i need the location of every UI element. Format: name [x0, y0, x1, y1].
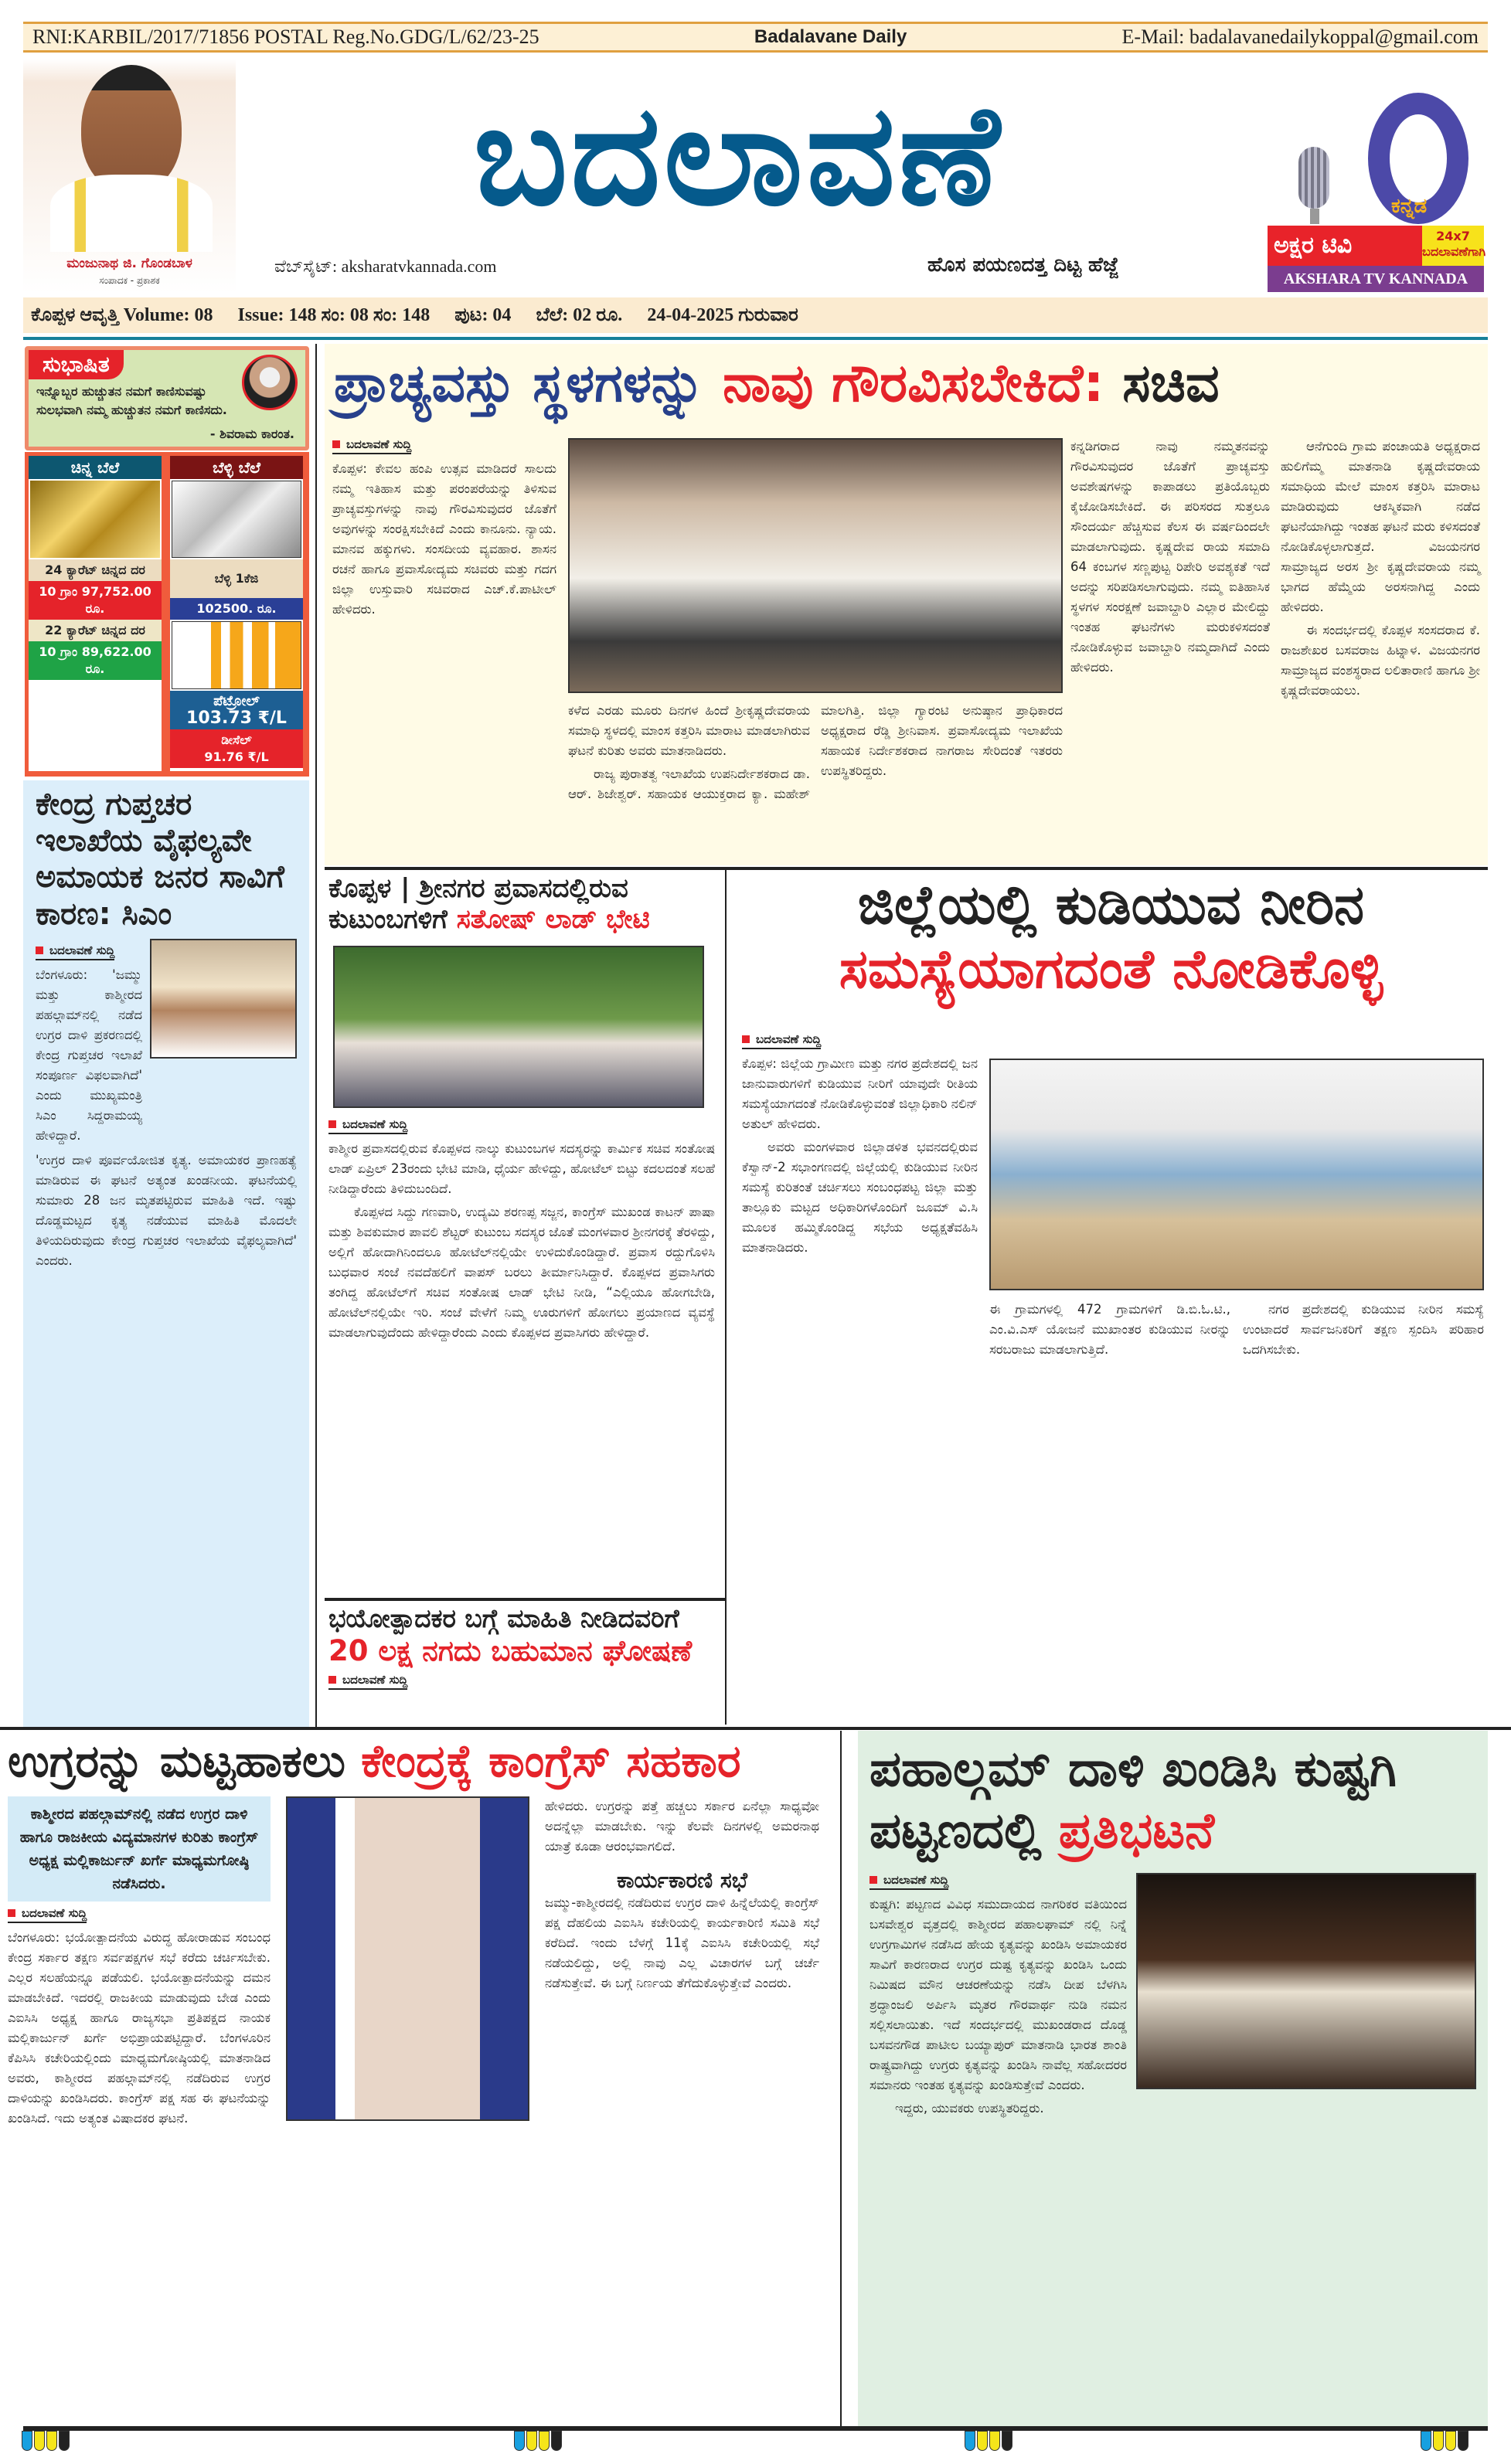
silver-value: 102500. ರೂ. — [170, 598, 303, 620]
page-count: ಪುಟ: 04 — [454, 304, 512, 325]
kharge-photo — [286, 1796, 529, 2121]
byline: ಬದಲಾವಣೆ ಸುದ್ದಿ — [8, 1906, 87, 1923]
byline: ಬದಲಾವಣೆ ಸುದ್ದಿ — [742, 1032, 821, 1049]
divider — [325, 867, 1488, 870]
water-body — [742, 1054, 978, 1258]
website-link[interactable]: ವೆಬ್‌ಸೈಟ್: aksharatvkannada.com — [274, 257, 497, 276]
headline-part: ಉಗ್ರರನ್ನು ಮಟ್ಟಹಾಕಲು — [8, 1735, 345, 1787]
paragraph: ಈ ಗ್ರಾಮಗಳಲ್ಲಿ 472 ಗ್ರಾಮಗಳಿಗೆ ಡಿ.ಬಿ.ಓ.ಟಿ., ಎಂ.ವಿ.ಎಸ್ ಯೋಜನೆ ಮುಖಾಂತರ ಕುಡಿಯುವ ನೀರನ್ನು ಸರಬರಾಜು ಮಾಡಲಾಗುತ್ತಿದೆ. — [989, 1302, 1230, 1357]
diesel-label: ಡೀಸೆಲ್ — [221, 732, 252, 747]
kushtagi-story — [858, 1731, 1488, 2426]
gold-22k-value: 10 ಗ್ರಾಂ 89,622.00 ರೂ. — [29, 641, 162, 680]
divider — [325, 1598, 725, 1601]
registration-marks — [22, 2431, 70, 2451]
cm-body — [36, 965, 142, 1146]
headline-part: ಪ್ರಾಚ್ಯವಸ್ತು ಸ್ಥಳಗಳನ್ನು — [334, 353, 705, 414]
cm-photo — [150, 939, 297, 1059]
edition: ಕೊಪ್ಪಳ ಆವೃತ್ತಿ Volume: 08 — [31, 304, 213, 325]
contact-email: E-Mail: badalavanedailykoppal@gmail.com — [1121, 25, 1479, 48]
paragraph: ಬೆಂಗಳೂರು: ಭಯೋತ್ಪಾದನೆಯ ವಿರುದ್ಧ ಹೋರಾಡುವ ಸಂಬಂಧ ಕೇಂದ್ರ ಸರ್ಕಾರ ತಕ್ಷಣ ಸರ್ವಪಕ್ಷಗಳ ಸಭೆ ಕರೆದು ಚರ್ಚಿಸಬೇಕು. ಎಲ್ಲರ ಸಲಹೆಯನ್ನೂ ಪಡೆಯಲಿ. ಭಯೋತ್ಪಾದನೆಯನ್ನು ದಮನ ಮಾಡಬೇಕಿದೆ. ಇದರಲ್ಲಿ ರಾಜಕೀಯ ಮಾಡುವುದು ಬೇಡ ಎಂದು ಎಐಸಿಸಿ ಅಧ್ಯಕ್ಷ ಹಾಗೂ ರಾಜ್ಯಸಭಾ ಪ್ರತಿಪಕ್ಷದ ನಾಯಕ ಮಲ್ಲಿಕಾರ್ಜುನ್ ಖರ್ಗೆ ಅಭಿಪ್ರಾಯಪಟ್ಟಿದ್ದಾರೆ. ಬೆಂಗಳೂರಿನ ಕೆಪಿಸಿಸಿ ಕಚೇರಿಯಲ್ಲಿಂದು ಮಾಧ್ಯಮಗೋಷ್ಠಿಯಲ್ಲಿ ಮಾತನಾಡಿದ ಅವರು, ಕಾಶ್ಮೀರದ ಪಹಲ್ಗಾಮ್‌ನಲ್ಲಿ ನಡೆದಿರುವ ಉಗ್ರರ ದಾಳಿಯನ್ನು ಖಂಡಿಸಿದರು. ಕಾಂಗ್ರೆಸ್ ಪಕ್ಷ ಸಹ ಈ ಘಟನೆಯನ್ನು ಖಂಡಿಸಿದೆ. ಇದು ಅತ್ಯಂತ ವಿಷಾದಕರ ಘಟನೆ. — [8, 1930, 271, 2126]
column-divider — [840, 1731, 842, 2426]
diesel-value: 91.76 ₹/L — [204, 749, 269, 764]
kharge-body — [8, 1928, 271, 2129]
tv-logo-band — [1268, 226, 1484, 266]
meeting-body — [545, 1893, 819, 1993]
water-headline-line2: ಸಮಸ್ಯೆಯಾಗದಂತೆ ನೋಡಿಕೊಳ್ಳಿ — [839, 936, 1383, 1001]
subhashita-box — [25, 346, 309, 450]
petrol-price — [170, 691, 303, 729]
kushtagi-headline — [870, 1738, 1476, 1862]
diesel-price — [170, 729, 303, 768]
silver-header: ಬೆಳ್ಳಿ ಬೆಲೆ — [170, 456, 303, 479]
tv-logo-band-text: ಅಕ್ಷರ ಟಿವಿ — [1274, 232, 1353, 259]
top-body-col1 — [332, 459, 556, 620]
cm-headline: ಕೇಂದ್ರ ಗುಪ್ತಚರ ಇಲಾಖೆಯ ವೈಫಲ್ಯವೇ ಅಮಾಯಕ ಜನರ ಸಾವಿಗೆ ಕಾರಣ: ಸಿಎಂ — [36, 787, 284, 932]
newspaper-title: ಬದಲಾವಣೆ — [473, 75, 1003, 236]
gold-24k-label: 24 ಕ್ಯಾರೆಟ್ ಚಿನ್ನದ ದರ — [29, 559, 162, 581]
divider — [0, 1727, 1511, 1730]
minister-press-photo — [568, 438, 1063, 693]
subhashita-tag: ಸುಭಾಷಿತ — [29, 350, 124, 379]
byline: ಬದಲಾವಣೆ ಸುದ್ದಿ — [36, 943, 114, 960]
editor-photo — [23, 59, 236, 294]
lad-body — [328, 1139, 715, 1343]
issue-info-bar — [23, 297, 1488, 333]
kharge-headline — [8, 1735, 835, 1787]
byline: ಬದಲಾವಣೆ ಸುದ್ದಿ — [328, 1117, 407, 1134]
paragraph: ಜಮ್ಮು-ಕಾಶ್ಮೀರದಲ್ಲಿ ನಡೆದಿರುವ ಉಗ್ರರ ದಾಳಿ ಹಿನ್ನೆಲೆಯಲ್ಲಿ ಕಾಂಗ್ರೆಸ್ ಪಕ್ಷ ದೆಹಲಿಯ ಎಐಸಿಸಿ ಕಚೇರಿಯಲ್ಲಿ ಕಾರ್ಯಕಾರಿಣಿ ಸಮಿತಿ ಸಭೆ ಕರೆದಿದೆ. ಇಂದು ಬೆಳಗ್ಗೆ 11ಕ್ಕೆ ಎಐಸಿಸಿ ಕಚೇರಿಯಲ್ಲಿ ಸಭೆ ನಡೆಯಲಿದ್ದು, ಅಲ್ಲಿ ನಾವು ಎಲ್ಲ ವಿಚಾರಗಳ ಬಗ್ಗೆ ಚರ್ಚೆ ನಡೆಸುತ್ತೇವೆ. ಈ ಬಗ್ಗೆ ನಿರ್ಣಯ ತೆಗೆದುಕೊಳ್ಳುತ್ತೇವೆ ಎಂದರು. — [545, 1895, 819, 1991]
top-story — [325, 344, 1488, 865]
reward-story — [328, 1604, 715, 1694]
kharge-summary: ಕಾಶ್ಮೀರದ ಪಹಲ್ಗಾಮ್‌ನಲ್ಲಿ ನಡೆದ ಉಗ್ರರ ದಾಳಿ ಹಾಗೂ ರಾಜಕೀಯ ವಿದ್ಯಮಾನಗಳ ಕುರಿತು ಕಾಂಗ್ರೆಸ್ ಅಧ್ಯಕ್ಷ ಮಲ್ಲಿಕಾರ್ಜುನ್ ಖರ್ಗೆ ಮಾಧ್ಯಮಗೋಷ್ಠಿ ನಡೆಸಿದರು. — [8, 1796, 271, 1902]
headline-part: ಪಹಾಲ್ಗಮ್ ದಾಳಿ ಖಂಡಿಸಿ ಕುಷ್ಟಗಿ ಪಟ್ಟಣದಲ್ಲಿ — [870, 1741, 1397, 1860]
paragraph: ಇದ್ದರು, ಯುವಕರು ಉಪಸ್ಥಿತರಿದ್ದರು. — [895, 2101, 1044, 2116]
silver-bars-image — [172, 481, 301, 558]
tv-logo-name: AKSHARA TV KANNADA — [1268, 266, 1484, 292]
executive-meeting-subhead: ಕಾರ್ಯಕಾರಣಿ ಸಭೆ — [617, 1868, 747, 1894]
paragraph: ಅವರು ಮಂಗಳವಾರ ಜಿಲ್ಲಾಡಳಿತ ಭವನದಲ್ಲಿರುವ ಕೆಸ್ವಾನ್-2 ಸಭಾಂಗಣದಲ್ಲಿ ಜಿಲ್ಲೆಯಲ್ಲಿ ಕುಡಿಯುವ ನೀರಿನ ಸಮಸ್ಯೆ ಕುರಿತಂತೆ ಚರ್ಚಿಸಲು ಸಂಬಂಧಪಟ್ಟ ಜಿಲ್ಲಾ ಮತ್ತು ತಾಲ್ಲೂಕು ಮಟ್ಟದ ಅಧಿಕಾರಿಗಳೊಂದಿಗೆ ಜೂಮ್ ವಿ.ಸಿ ಮೂಲಕ ಹಮ್ಮಿಕೊಂಡಿದ್ದ ಸಭೆಯ ಅಧ್ಯಕ್ಷತೆವಹಿಸಿ ಮಾತನಾಡಿದರು. — [742, 1140, 978, 1255]
paper-english-name: Badalavane Daily — [754, 26, 907, 47]
headline-part: ಸಚಿವ — [1122, 353, 1220, 414]
gold-22k-label: 22 ಕ್ಯಾರೆಟ್ ಚಿನ್ನದ ದರ — [29, 620, 162, 641]
lad-story — [328, 873, 715, 1343]
protest-candle-photo — [1136, 1873, 1476, 2089]
registration-marks — [965, 2431, 1012, 2451]
reward-headline-line2: 20 ಲಕ್ಷ ನಗದು ಬಹುಮಾನ ಘೋಷಣೆ — [328, 1633, 693, 1667]
water-body-continued — [989, 1300, 1484, 1361]
paragraph: ಕನ್ನಡಿಗರಾದ ನಾವು ನಮ್ಮತನವನ್ನು ಗೌರವಿಸುವುದರ ಜೊತೆಗೆ ಪ್ರಾಚ್ಯವಸ್ತು ಅವಶೇಷಗಳನ್ನು ಕಾಪಾಡಲು ಪ್ರತಿಯೊಬ್ಬರು ಕೈಜೋಡಿಸಬೇಕಿದೆ. ಈ ಪರಿಸರದ ಸುತ್ತಲೂ ಸೌಂದರ್ಯ ಹೆಚ್ಚಿಸುವ ಕೆಲಸ ಈ ವರ್ಷದಿಂದಲೇ ಮಾಡಲಾಗುವುದು. ಕೃಷ್ಣದೇವ ರಾಯ ಸಮಾದಿ 64 ಕಂಬಗಳ ಸಣ್ಣಪುಟ್ಟ ರಿಪೇರಿ ಅವಶ್ಯಕತೆ ಇದೆ ಅದನ್ನು ಸರಿಪಡಿಸಲಾಗುವುದು. ನಮ್ಮ ಐತಿಹಾಸಿಕ ಸ್ಥಳಗಳ ಸಂರಕ್ಷಣೆ ಜವಾಬ್ದಾರಿ ಎಲ್ಲಾರ ಮೇಲಿದ್ದು ಇಂತಹ ಘಟನೆಗಳು ಮರುಕಳಿಸದಂತೆ ನೋಡಿಕೊಳ್ಳುವ ಜವಾಬ್ದಾರಿ ನಮ್ಮದಾಗಿದೆ ಎಂದು ಹೇಳಿದರು. — [1070, 439, 1270, 675]
headline-part: ನಾವು ಗೌರವಿಸಬೇಕಿದೆ: — [723, 353, 1104, 414]
column-divider — [725, 867, 727, 1725]
registration-bar — [23, 22, 1488, 53]
rni-number: RNI:KARBIL/2017/71856 POSTAL Reg.No.GDG/L/62/23-25 — [32, 25, 539, 48]
author-avatar — [242, 355, 298, 410]
gold-price-column — [29, 456, 162, 771]
paragraph: ಬೆಂಗಳೂರು: 'ಜಮ್ಮು ಮತ್ತು ಕಾಶ್ಮೀರದ ಪಹಲ್ಗಾಮ್‌ನಲ್ಲಿ ನಡೆದ ಉಗ್ರರ ದಾಳಿ ಪ್ರಕರಣದಲ್ಲಿ ಕೇಂದ್ರ ಗುಪ್ತಚರ ಇಲಾಖೆ ಸಂಪೂರ್ಣ ವಿಫಲವಾಗಿದೆ' ಎಂದು ಮುಖ್ಯಮಂತ್ರಿ ಸಿಎಂ ಸಿದ್ದರಾಮಯ್ಯ ಹೇಳಿದ್ದಾರೆ. — [36, 967, 142, 1143]
paragraph: ಹೇಳಿದರು. ಉಗ್ರರನ್ನು ಪತ್ತೆ ಹಚ್ಚಲು ಸರ್ಕಾರ ಏನೆಲ್ಲಾ ಸಾಧ್ಯವೋ ಅದನ್ನೆಲ್ಲಾ ಮಾಡಬೇಕು. ಇನ್ನು ಕೆಲವೇ ದಿನಗಳಲ್ಲಿ ಅಮರನಾಥ ಯಾತ್ರೆ ಕೂಡಾ ಆರಂಭವಾಗಲಿದೆ. — [545, 1799, 819, 1854]
editor-role: ಸಂಪಾದಕ - ಪ್ರಕಾಶಕ — [99, 275, 160, 286]
fuel-pump-icon — [172, 621, 301, 689]
tagline: ಹೊಸ ಪಯಣದತ್ತ ದಿಟ್ಟ ಹೆಜ್ಜೆ — [927, 253, 1119, 277]
tv-logo-kannada: ಕನ್ನಡ — [1391, 195, 1428, 218]
reward-headline-line1: ಭಯೋತ್ಪಾದಕರ ಬಗ್ಗೆ ಮಾಹಿತಿ ನೀಡಿದವರಿಗೆ — [328, 1603, 679, 1633]
meeting-photo — [989, 1059, 1484, 1290]
footer-rule — [23, 2426, 1488, 2431]
headline-part: ಕೇಂದ್ರಕ್ಕೆ ಕಾಂಗ್ರೆಸ್ ಸಹಕಾರ — [361, 1735, 741, 1787]
silver-fuel-column — [170, 456, 303, 771]
petrol-value: 103.73 ₹/L — [186, 709, 287, 728]
gold-24k-value: 10 ಗ್ರಾಂ 97,752.00 ರೂ. — [29, 581, 162, 620]
price-box — [25, 452, 309, 777]
registration-marks — [514, 2431, 562, 2451]
byline: ಬದಲಾವಣೆ ಸುದ್ದಿ — [328, 1673, 407, 1690]
headline-part: ಪ್ರತಿಭಟನೆ — [1058, 1803, 1215, 1860]
quote-author: - ಶಿವರಾಮ ಕಾರಂತ. — [209, 427, 294, 441]
kharge-body-col3 — [545, 1796, 819, 1857]
cm-story — [23, 780, 309, 1727]
microphone-icon — [1298, 147, 1329, 209]
paragraph: ಆನೆಗುಂದಿ ಗ್ರಾಮ ಪಂಚಾಯತಿ ಅಧ್ಯಕ್ಷರಾದ ಹುಲಿಗೆಮ್ಮ ಮಾತನಾಡಿ ಕೃಷ್ಣದೇವರಾಯ ಸಮಾಧಿಯ ಮೇಲೆ ಮಾಂಸ ಕತ್ತರಿಸಿ ಮಾರಾಟ ಮಾಡಿರುವುದು ಆಕಸ್ಮಿಕವಾಗಿ ನಡೆದ ಘಟನೆಯಾಗಿದ್ದು ಇಂತಹ ಘಟನೆ ಮರು ಕಳಿಸದಂತೆ ನೋಡಿಕೊಳ್ಳಲಾಗುತ್ತದೆ. ವಿಜಯನಗರ ಸಾಮ್ರಾಜ್ಯದ ಅರಸ ಶ್ರೀ ಕೃಷ್ಣದೇವರಾಯ ನಮ್ಮ ಭಾಗದ ಹೆಮ್ಮೆಯ ಅರಸನಾಗಿದ್ದ ಎಂದು ಹೇಳಿದರು. — [1281, 439, 1480, 614]
byline: ಬದಲಾವಣೆ ಸುದ್ದಿ — [870, 1873, 948, 1890]
date: 24-04-2025 ಗುರುವಾರ — [647, 304, 798, 325]
registration-marks — [1421, 2431, 1468, 2451]
akshara-tv-logo — [1268, 77, 1484, 294]
quote-text: ಇನ್ನೊಬ್ಬರ ಹುಚ್ಚುತನ ನಮಗೆ ಕಾಣಿಸುವಷ್ಟು ಸುಲಭವಾಗಿ ನಮ್ಮ ಹುಚ್ಚುತನ ನಮಗೆ ಕಾಣಿಸದು. — [36, 384, 227, 417]
headline-part: ಕೊಪ್ಪಳ | ಶ್ರೀನಗರ ಪ್ರವಾಸದಲ್ಲಿರುವ ಕುಟುಂಬಗಳಿಗೆ — [328, 873, 628, 936]
water-headline-line1: ಜಿಲ್ಲೆಯಲ್ಲಿ ಕುಡಿಯುವ ನೀರಿನ — [857, 873, 1365, 936]
issue-number: Issue: 148 ಸಂ: 08 ಸಂ: 148 — [237, 304, 430, 325]
price: ಬೆಲೆ: 02 ರೂ. — [536, 304, 623, 325]
water-story — [734, 873, 1488, 1723]
paragraph: ಈ ಸಂದರ್ಭದಲ್ಲಿ ಕೊಪ್ಪಳ ಸಂಸದರಾದ ಕೆ. ರಾಜಶೇಖರ ಬಸವರಾಜ ಹಿಟ್ನಾಳ. ವಿಜಯನಗರ ಸಾಮ್ರಾಜ್ಯದ ವಂಶಸ್ಥರಾದ ಲಲಿತಾರಾಣಿ ಹಾಗೂ ಶ್ರೀ ಕೃಷ್ಣದೇವರಾಯಲು. — [1281, 623, 1480, 698]
paragraph: ಕಳೆದ ಎರಡು ಮೂರು ದಿನಗಳ ಹಿಂದೆ ಶ್ರೀಕೃಷ್ಣದೇವರಾಯ ಸಮಾಧಿ ಸ್ಥಳದಲ್ಲಿ ಮಾಂಸ ಕತ್ತರಿಸಿ ಮಾರಾಟ ಮಾಡಲಾಗಿರುವ ಘಟನೆ ಕುರಿತು ಅವರು ಮಾತನಾಡಿದರು. — [568, 703, 810, 758]
paragraph: ಕುಷ್ಟಗಿ: ಪಟ್ಟಣದ ವಿವಿಧ ಸಮುದಾಯದ ನಾಗರಿಕರ ವತಿಯಿಂದ ಬಸವೇಶ್ವರ ವೃತ್ತದಲ್ಲಿ ಕಾಶ್ಮೀರದ ಪಹಾಲಘಾಮ್ ನಲ್ಲಿ ನಿನ್ನೆ ಉಗ್ರಗಾಮಿಗಳ ನಡೆಸಿದ ಹೇಯ ಕೃತ್ಯವನ್ನು ಖಂಡಿಸಿ ಅಮಾಯಕರ ಸಾವಿಗೆ ಕಾರಣರಾದ ಉಗ್ರರ ದುಷ್ಟ ಕೃತ್ಯವನ್ನು ಖಂಡಿಸಿ ಒಂದು ನಿಮಿಷದ ಮೌನ ಆಚರಣೆಯನ್ನು ನಡೆಸಿ ದೀಪ ಬೆಳಗಿಸಿ ಶ್ರದ್ಧಾಂಜಲಿ ಅರ್ಪಿಸಿ ಮೃತರ ಗೌರವಾರ್ಥ ನುಡಿ ನಮನ ಸಲ್ಲಿಸಲಾಯಿತು. ಇದೆ ಸಂದರ್ಭದಲ್ಲಿ ಮುಖಂಡರಾದ ದೊಡ್ಡ ಬಸವನಗೌಡ ಪಾಟೀಲ ಬಯ್ಯಾಪುರ್ ಮಾತನಾಡಿ ಭಾರತ ಶಾಂತಿ ರಾಷ್ಟ್ರವಾಗಿದ್ದು ಉಗ್ರರು ಕೃತ್ಯವನ್ನು ಖಂಡಿಸಿ ನಾವೆಲ್ಲ ಸಹೋದರರ ಸಮಾನರು ಇಂತಹ ಕೃತ್ಯವನ್ನು ಖಂಡಿಸುತ್ತೇವೆ ಎಂದರು. — [870, 1897, 1127, 2092]
top-headline — [334, 353, 1220, 415]
gold-header: ಚಿನ್ನ ಬೆಲೆ — [29, 456, 162, 479]
paragraph: ಕೊಪ್ಪಳ: ಕೇವಲ ಹಂಪಿ ಉತ್ಸವ ಮಾಡಿದರೆ ಸಾಲದು ನಮ್ಮ ಇತಿಹಾಸ ಮತ್ತು ಪರಂಪರೆಯನ್ನು ತಿಳಿಸುವ ಪ್ರಾಚ್ಯವಸ್ತುಗಳನ್ನು ನಾವು ಗೌರವಿಸುವುದರ ಜೊತೆಗೆ ಅವುಗಳನ್ನು ಸಂರಕ್ಷಿಸಬೇಕಿದೆ ಎಂದು ಕಾನೂನು. ನ್ಯಾಯ. ಮಾನವ ಹಕ್ಕುಗಳು. ಸಂಸದೀಯ ವ್ಯವಹಾರ. ಶಾಸನ ರಚನೆ ಹಾಗೂ ಪ್ರವಾಸೋದ್ಯಮ ಸಚಿವರು ಮತ್ತು ಗದಗ ಜಿಲ್ಲಾ ಉಸ್ತುವಾರಿ ಸಚಿವರಾದ ಎಚ್.ಕೆ.ಪಾಟೀಲ್ ಹೇಳಿದರು. — [332, 461, 556, 617]
family-group-photo — [333, 946, 704, 1108]
kharge-story — [8, 1735, 835, 2129]
divider — [23, 337, 1488, 340]
headline-part: ಸತೋಷ್ ಲಾಡ್ ಭೇಟಿ — [456, 904, 650, 936]
top-body-under-photo — [568, 701, 1063, 804]
paragraph: ಕೊಪ್ಪಳದ ಸಿದ್ದು ಗಣವಾರಿ, ಉದ್ಯಮಿ ಶರಣಪ್ಪ ಸಜ್ಜನ, ಕಾಂಗ್ರೆಸ್ ಮುಖಂಡ ಕಾಟನ್ ಪಾಷಾ ಮತ್ತು ಶಿವಕುಮಾರ ಪಾವಲಿ ಶೆಟ್ಟರ್ ಕುಟುಂಬ ಸದಸ್ಯರ ಜೊತೆ ಮಂಗಳವಾರ ಶ್ರೀನಗರಕ್ಕೆ ತೆರಳಿದ್ದು, ಅಲ್ಲಿಗೆ ಹೋದಾಗಿನಿಂದಲೂ ಹೋಟೆಲ್‌ನಲ್ಲಿಯೇ ಉಳಿದುಕೊಂಡಿದ್ದಾರೆ. ಪ್ರವಾಸ ರದ್ದುಗೊಳಿಸಿ ಬುಧವಾರ ಸಂಜೆ ನವದೆಹಲಿಗೆ ವಾಪಸ್ ಬರಲು ತೀರ್ಮಾನಿಸಿದ್ದಾರೆ. ಕೊಪ್ಪಳದ ಪ್ರವಾಸಿಗರು ತಂಗಿದ್ದ ಹೋಟೆಲ್‌ಗೆ ಸಚಿವ ಸಂತೋಷ ಲಾಡ್ ಭೇಟಿ ನೀಡಿ, “ಎಲ್ಲಿಯೂ ಹೋಗಬೇಡಿ, ಹೋಟೆಲ್‌ನಲ್ಲಿಯೇ ಇರಿ. ಸಂಜೆ ವೇಳೆಗೆ ನಿಮ್ಮ ಊರುಗಳಿಗೆ ಹೋಗಲು ಪ್ರಯಾಣದ ವ್ಯವಸ್ಥೆ ಮಾಡಲಾಗುವುದೆಂದು ಹೇಳಿದ್ದಾರೆಂದು ಎಂದು ಕೊಪ್ಪಳದ ಪ್ರವಾಸಿಗರು ಹೇಳಿದ್ದಾರೆ. — [328, 1205, 715, 1341]
petrol-label: ಪೆಟ್ರೋಲ್ — [213, 693, 260, 709]
paragraph: ರಾಜ್ಯ ಪುರಾತತ್ವ ಇಲಾಖೆಯ ಉಪನಿರ್ದೇಶಕರಾದ ಡಾ. ಆರ್. ಶಿಜೇಶ್ವರ್. ಸಹಾಯಕ ಆಯುಕ್ತರಾದ ಕ್ಯಾ. ಮಹೇಶ್ ಮಾಲಗಿತ್ತಿ. ಜಿಲ್ಲಾ ಗ್ಯಾರಂಟಿ ಅನುಷ್ಠಾನ ಪ್ರಾಧಿಕಾರದ ಅಧ್ಯಕ್ಷರಾದ ರೆಡ್ಡಿ ಶ್ರೀನಿವಾಸ. ಪ್ರವಾಸೋದ್ಯಮ ಇಲಾಖೆಯ ಸಹಾಯಕ ನಿರ್ದೇಶಕರಾದ ನಾಗರಾಜ ಸೇರಿದಂತೆ ಇತರರು ಉಪಸ್ಥಿತರಿದ್ದರು. — [568, 703, 1063, 801]
cm-body-continued — [36, 1150, 297, 1271]
byline: ಬದಲಾವಣೆ ಸುದ್ದಿ — [332, 437, 411, 454]
paragraph: ನಗರ ಪ್ರದೇಶದಲ್ಲಿ ಕುಡಿಯುವ ನೀರಿನ ಸಮಸ್ಯೆ ಉಂಟಾದರೆ ಸಾರ್ವಜನಿಕರಿಗೆ ತಕ್ಷಣ ಸ್ಪಂದಿಸಿ ಪರಿಹಾರ ಒದಗಿಸಬೇಕು. — [1243, 1302, 1484, 1357]
editor-name: ಮಂಜುನಾಥ ಜಿ. ಗೊಂಡಬಾಳ — [66, 256, 192, 271]
paragraph: ಕಾಶ್ಮೀರ ಪ್ರವಾಸದಲ್ಲಿರುವ ಕೊಪ್ಪಳದ ನಾಲ್ಕು ಕುಟುಂಬಗಳ ಸದಸ್ಯರನ್ನು ಕಾರ್ಮಿಕ ಸಚಿವ ಸಂತೋಷ ಲಾಡ್ ಏಪ್ರಿಲ್ 23ರಂದು ಭೇಟಿ ಮಾಡಿ, ಧೈರ್ಯ ಹೇಳಿದ್ದು, ಹೋಟೆಲ್ ಬಿಟ್ಟು ಕದಲದಂತೆ ಸಲಹೆ ನೀಡಿದ್ದಾರೆಂದು ತಿಳಿದುಬಂದಿದೆ. — [328, 1141, 715, 1197]
silver-label: ಬೆಳ್ಳಿ 1ಕೆಜಿ — [170, 559, 303, 598]
column-divider — [315, 344, 317, 1727]
tv-logo-badge: 24x7 ಬದಲಾವಣೆಗಾಗಿ — [1422, 226, 1484, 266]
gold-bars-image — [30, 481, 160, 558]
paragraph: 'ಉಗ್ರರ ದಾಳಿ ಪೂರ್ವಯೋಜಿತ ಕೃತ್ಯ. ಅಮಾಯಕರ ಪ್ರಾಣಹತ್ಯೆ ಮಾಡಿರುವ ಈ ಘಟನೆ ಅತ್ಯಂತ ಖಂಡನೀಯ. ಘಟನೆಯಲ್ಲಿ ಸುಮಾರು 28 ಜನ ಮೃತಪಟ್ಟಿರುವ ಮಾಹಿತಿ ಇದೆ. ಇಷ್ಟು ದೊಡ್ಡಮಟ್ಟದ ಕೃತ್ಯ ನಡೆಯುವ ಮಾಹಿತಿ ಮೊದಲೇ ತಿಳಿಯದಿರುವುದು ಕೇಂದ್ರ ಗುಪ್ತಚರ ಇಲಾಖೆಯ ವೈಫಲ್ಯವಾಗಿದೆ' ಎಂದರು. — [36, 1152, 297, 1268]
paragraph: ಕೊಪ್ಪಳ: ಜಿಲ್ಲೆಯ ಗ್ರಾಮೀಣ ಮತ್ತು ನಗರ ಪ್ರದೇಶದಲ್ಲಿ ಜನ ಜಾನುವಾರುಗಳಿಗೆ ಕುಡಿಯುವ ನೀರಿಗೆ ಯಾವುದೇ ರೀತಿಯ ಸಮಸ್ಯೆಯಾಗದಂತೆ ನೋಡಿಕೊಳ್ಳುವಂತೆ ಜಿಲ್ಲಾಧಿಕಾರಿ ನಲಿನ್ ಅತುಲ್ ಹೇಳಿದರು. — [742, 1056, 978, 1131]
top-body-cols — [1070, 437, 1480, 701]
